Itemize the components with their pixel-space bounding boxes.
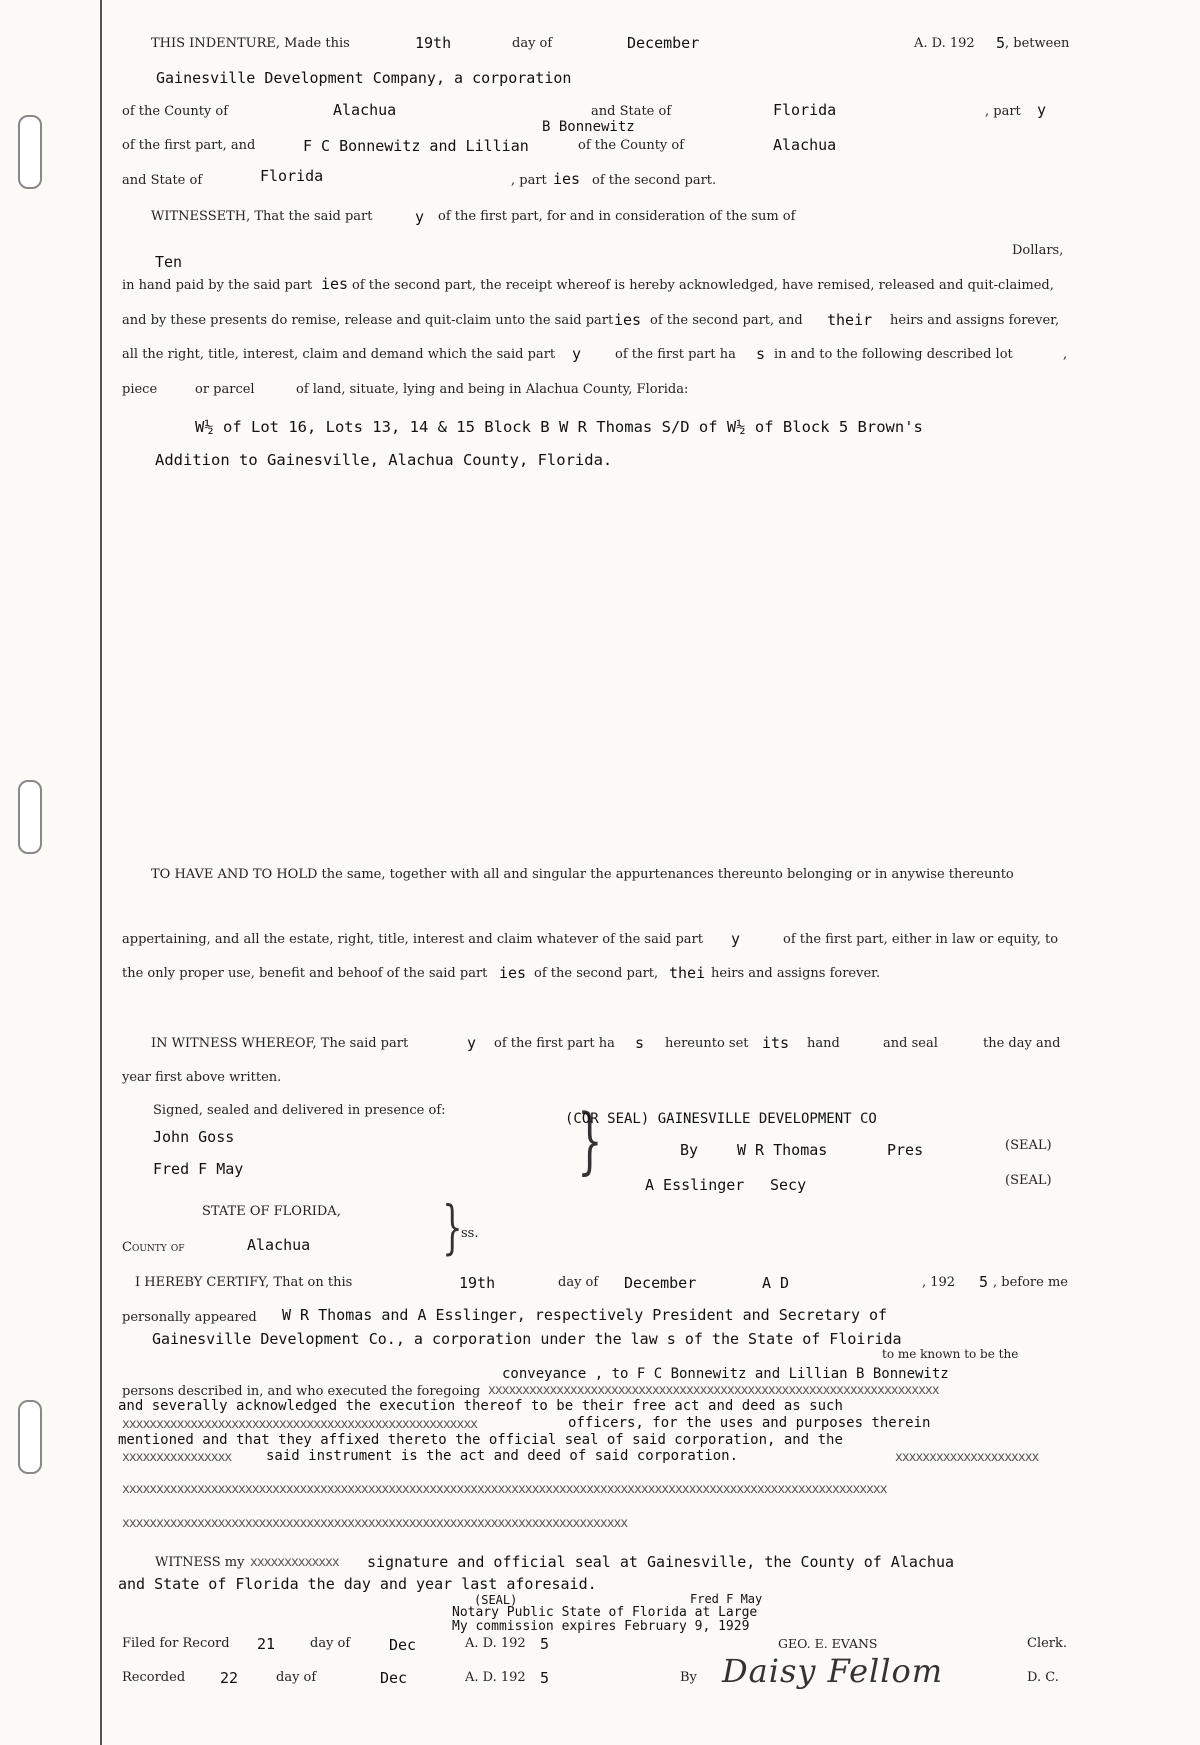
first-party-state: Florida xyxy=(773,101,837,119)
property-description-line2: Addition to Gainesville, Alachua County, Florida. xyxy=(155,451,613,469)
second-party-name-overwrite: B Bonnewitz xyxy=(542,119,635,135)
witness-my-label: WITNESS my xyxy=(155,1555,245,1570)
ad-label: A. D. 192 xyxy=(914,36,975,51)
state-label: and State of xyxy=(591,104,672,119)
witness-2: Fred F May xyxy=(153,1160,244,1178)
deputy-clerk-signature: Daisy Fellom xyxy=(722,1652,944,1690)
filed-label: Filed for Record xyxy=(122,1636,230,1651)
testimonium-text-e: and seal xyxy=(883,1036,938,1051)
notary-commission: My commission expires February 9, 1929 xyxy=(452,1619,750,1634)
land-description-intro: of land, situate, lying and being in Alachua County, Florida: xyxy=(296,382,689,397)
habendum-line2-suffix: y xyxy=(731,930,741,948)
second-party-state: Florida xyxy=(260,167,324,185)
testimonium-text-f: the day and xyxy=(983,1036,1061,1051)
indenture-month: December xyxy=(627,34,700,52)
severally-line: and severally acknowledged the execution thereof to be their free act and deed as such xyxy=(118,1398,843,1414)
property-description-line1: W½ of Lot 16, Lots 13, 14 & 15 Block B W R Thomas S/D of W½ of Block 5 Brown's xyxy=(195,418,923,436)
appeared-persons: W R Thomas and A Esslinger, respectively President and Secretary of xyxy=(282,1306,888,1324)
presence-label: Signed, sealed and delivered in presence of: xyxy=(153,1103,446,1118)
indenture-year-digit: 5 xyxy=(996,34,1006,52)
witnesseth-suffix: y xyxy=(415,208,425,226)
signer-1-title: Pres xyxy=(887,1141,924,1159)
corporation-line: Gainesville Development Co., a corporation under the law s of the State of Floirida xyxy=(152,1330,902,1348)
recorded-label: Recorded xyxy=(122,1670,186,1685)
witness-clause-text: signature and official seal at Gainesville, the County of Alachua xyxy=(367,1553,954,1571)
witnesseth-line2-suffix: ies xyxy=(614,311,642,329)
certify-label: I HEREBY CERTIFY, That on this xyxy=(135,1275,353,1290)
second-part-label: of the second part. xyxy=(592,173,717,188)
recorded-by-label: By xyxy=(680,1670,697,1685)
first-party-name: Gainesville Development Company, a corporation xyxy=(156,69,572,87)
second-state-label: and State of xyxy=(122,173,203,188)
signer-2: A Esslinger xyxy=(645,1176,745,1194)
said-instrument-line: said instrument is the act and deed of said corporation. xyxy=(266,1448,739,1464)
binding-hole xyxy=(18,1400,42,1474)
habendum-line3-suffix: ies xyxy=(499,964,527,982)
ack-county-label: County of xyxy=(122,1240,185,1255)
indenture-label: THIS INDENTURE, Made this xyxy=(151,36,350,51)
recorded-month: Dec xyxy=(380,1669,408,1687)
parties-label: , part xyxy=(511,173,547,188)
witnesseth-line2-c: heirs and assigns forever, xyxy=(890,313,1060,328)
conveyance-to: conveyance , to F C Bonnewitz and Lillian B Bonnewitz xyxy=(502,1366,949,1382)
testimonium-has: s xyxy=(635,1034,645,1052)
notary-title: Notary Public State of Florida at Large xyxy=(452,1605,758,1620)
witnesseth-line3-c: in and to the following described lot xyxy=(774,347,1013,362)
certify-ad: A D xyxy=(762,1274,790,1292)
habendum-line1: TO HAVE AND TO HOLD the same, together with all and singular the appurtenances thereunto belonging or in anywise thereunto xyxy=(151,867,1014,882)
filed-ad-label: A. D. 192 xyxy=(465,1636,526,1651)
witnesseth-line3-suffix: y xyxy=(572,345,582,363)
struck-text: xxxxxxxxxxxxxxxxxxxxxxxxxxxxxxxxxxxxxxxxxxxxxxxxxxxx xyxy=(122,1417,477,1432)
second-party-names: F C Bonnewitz and Lillian xyxy=(303,137,529,155)
part-label: , part xyxy=(985,104,1021,119)
testimonium-its: its xyxy=(762,1034,790,1052)
witnesseth-line3-a: all the right, title, interest, claim and demand which the said part xyxy=(122,347,556,362)
witnesseth-line2-a: and by these presents do remise, release and quit-claim unto the said part xyxy=(122,313,614,328)
second-party-county: Alachua xyxy=(773,136,837,154)
clerk-label: Clerk. xyxy=(1027,1636,1068,1651)
ack-state: STATE OF FLORIDA, xyxy=(202,1204,341,1219)
testimonium-text-b: of the first part ha xyxy=(494,1036,615,1051)
habendum-line3-c: heirs and assigns forever. xyxy=(711,966,881,981)
between-label: , between xyxy=(1005,36,1070,51)
seal-label-2: (SEAL) xyxy=(1005,1173,1052,1188)
witnesseth-text-a: WITNESSETH, That the said part xyxy=(151,209,373,224)
first-party-county: Alachua xyxy=(333,101,397,119)
habendum-line3-their: thei xyxy=(669,964,706,982)
clerk-name: GEO. E. EVANS xyxy=(778,1636,878,1651)
habendum-line2-b: of the first part, either in law or equity, to xyxy=(783,932,1059,947)
day-of-label: day of xyxy=(512,36,553,51)
recorded-ad-label: A. D. 192 xyxy=(465,1670,526,1685)
witness-clause-line2: and State of Florida the day and year last aforesaid. xyxy=(118,1575,597,1593)
witnesseth-line1-a: in hand paid by the said part xyxy=(122,278,313,293)
testimonium-line2: year first above written. xyxy=(122,1070,282,1085)
notary-name: Fred F May xyxy=(690,1592,763,1606)
before-me-label: , before me xyxy=(993,1275,1068,1290)
testimonium-text-d: hand xyxy=(807,1036,840,1051)
witnesseth-line2-their: their xyxy=(827,311,873,329)
appeared-label: personally appeared xyxy=(122,1310,257,1325)
recorded-day-of: day of xyxy=(276,1670,317,1685)
witnesseth-text-b: of the first part, for and in consideration of the sum of xyxy=(438,209,796,224)
notary-seal: (SEAL) xyxy=(474,1593,518,1607)
signature-brace: } xyxy=(577,1098,603,1182)
witnesseth-line1-b: of the second part, the receipt whereof is hereby acknowledged, have remised, released and quit-claimed, xyxy=(352,278,1054,293)
mentioned-line: mentioned and that they affixed thereto the official seal of said corporation, and the xyxy=(118,1432,843,1448)
witnesseth-line2-b: of the second part, and xyxy=(650,313,803,328)
recorded-year-digit: 5 xyxy=(540,1669,550,1687)
signer-1: W R Thomas xyxy=(737,1141,828,1159)
struck-text: xxxxxxxxxxxxxxxxxxxxxxxxxxxxxxxxxxxxxxxxxxxxxxxxxxxxxxxxxxxxxxxxxxxxxxxxxxxxxxxxxxxxxxxxxxxxxxxxxxxxxxxxxxxxxxxx xyxy=(122,1482,887,1497)
testimonium-text-a: IN WITNESS WHEREOF, The said part xyxy=(151,1036,409,1051)
ack-ss: ss. xyxy=(461,1226,479,1241)
piece-label: piece xyxy=(122,382,158,397)
struck-text: xxxxxxxxxxxxxxxx xyxy=(122,1450,232,1465)
ack-county: Alachua xyxy=(247,1236,311,1254)
certify-year-label: , 192 xyxy=(922,1275,956,1290)
officers-line: officers, for the uses and purposes therein xyxy=(568,1415,931,1431)
dc-label: D. C. xyxy=(1027,1670,1059,1685)
filed-day: 21 xyxy=(257,1635,276,1653)
struck-text: xxxxxxxxxxxxx xyxy=(250,1555,339,1570)
struck-text: xxxxxxxxxxxxxxxxxxxxx xyxy=(895,1450,1039,1465)
second-county-label: of the County of xyxy=(578,138,685,153)
habendum-line3-a: the only proper use, benefit and behoof of the said part xyxy=(122,966,488,981)
indenture-day: 19th xyxy=(415,34,452,52)
parcel-label: or parcel xyxy=(195,382,255,397)
certify-day: 19th xyxy=(459,1274,496,1292)
binding-hole xyxy=(18,780,42,854)
witnesseth-line3-comma: , xyxy=(1063,347,1068,362)
ack-brace: } xyxy=(442,1193,463,1261)
certify-day-of: day of xyxy=(558,1275,599,1290)
seal-label-1: (SEAL) xyxy=(1005,1138,1052,1153)
signer-2-title: Secy xyxy=(770,1176,807,1194)
persons-label: persons described in, and who executed the foregoing xyxy=(122,1384,481,1399)
first-part-label: of the first part, and xyxy=(122,138,256,153)
recorded-day: 22 xyxy=(220,1669,239,1687)
witnesseth-line1-suffix: ies xyxy=(321,275,349,293)
habendum-line2-a: appertaining, and all the estate, right, title, interest and claim whatever of the said part xyxy=(122,932,703,947)
part-suffix: y xyxy=(1037,101,1047,119)
page-left-edge xyxy=(100,0,102,1745)
certify-month: December xyxy=(624,1274,697,1292)
county-label: of the County of xyxy=(122,104,229,119)
parties-suffix: ies xyxy=(553,170,581,188)
certify-year-digit: 5 xyxy=(979,1273,989,1291)
binding-hole xyxy=(18,115,42,189)
witnesseth-line3-has: s xyxy=(756,345,766,363)
by-label: By xyxy=(680,1141,699,1159)
habendum-line3-b: of the second part, xyxy=(534,966,659,981)
testimonium-text-c: hereunto set xyxy=(665,1036,749,1051)
corporate-seal-line: (COR SEAL) GAINESVILLE DEVELOPMENT CO xyxy=(565,1111,877,1127)
struck-text: xxxxxxxxxxxxxxxxxxxxxxxxxxxxxxxxxxxxxxxxxxxxxxxxxxxxxxxxxxxxxxxxxx xyxy=(488,1383,939,1398)
known-label: to me known to be the xyxy=(882,1347,1019,1361)
testimonium-suffix: y xyxy=(467,1034,477,1052)
filed-day-of: day of xyxy=(310,1636,351,1651)
filed-year-digit: 5 xyxy=(540,1635,550,1653)
witnesseth-line3-b: of the first part ha xyxy=(615,347,736,362)
consideration-sum: Ten xyxy=(155,253,183,271)
filed-month: Dec xyxy=(389,1636,417,1654)
witness-1: John Goss xyxy=(153,1128,235,1146)
dollars-label: Dollars, xyxy=(1012,243,1064,258)
struck-text: xxxxxxxxxxxxxxxxxxxxxxxxxxxxxxxxxxxxxxxxxxxxxxxxxxxxxxxxxxxxxxxxxxxxxxxxxx xyxy=(122,1516,628,1531)
